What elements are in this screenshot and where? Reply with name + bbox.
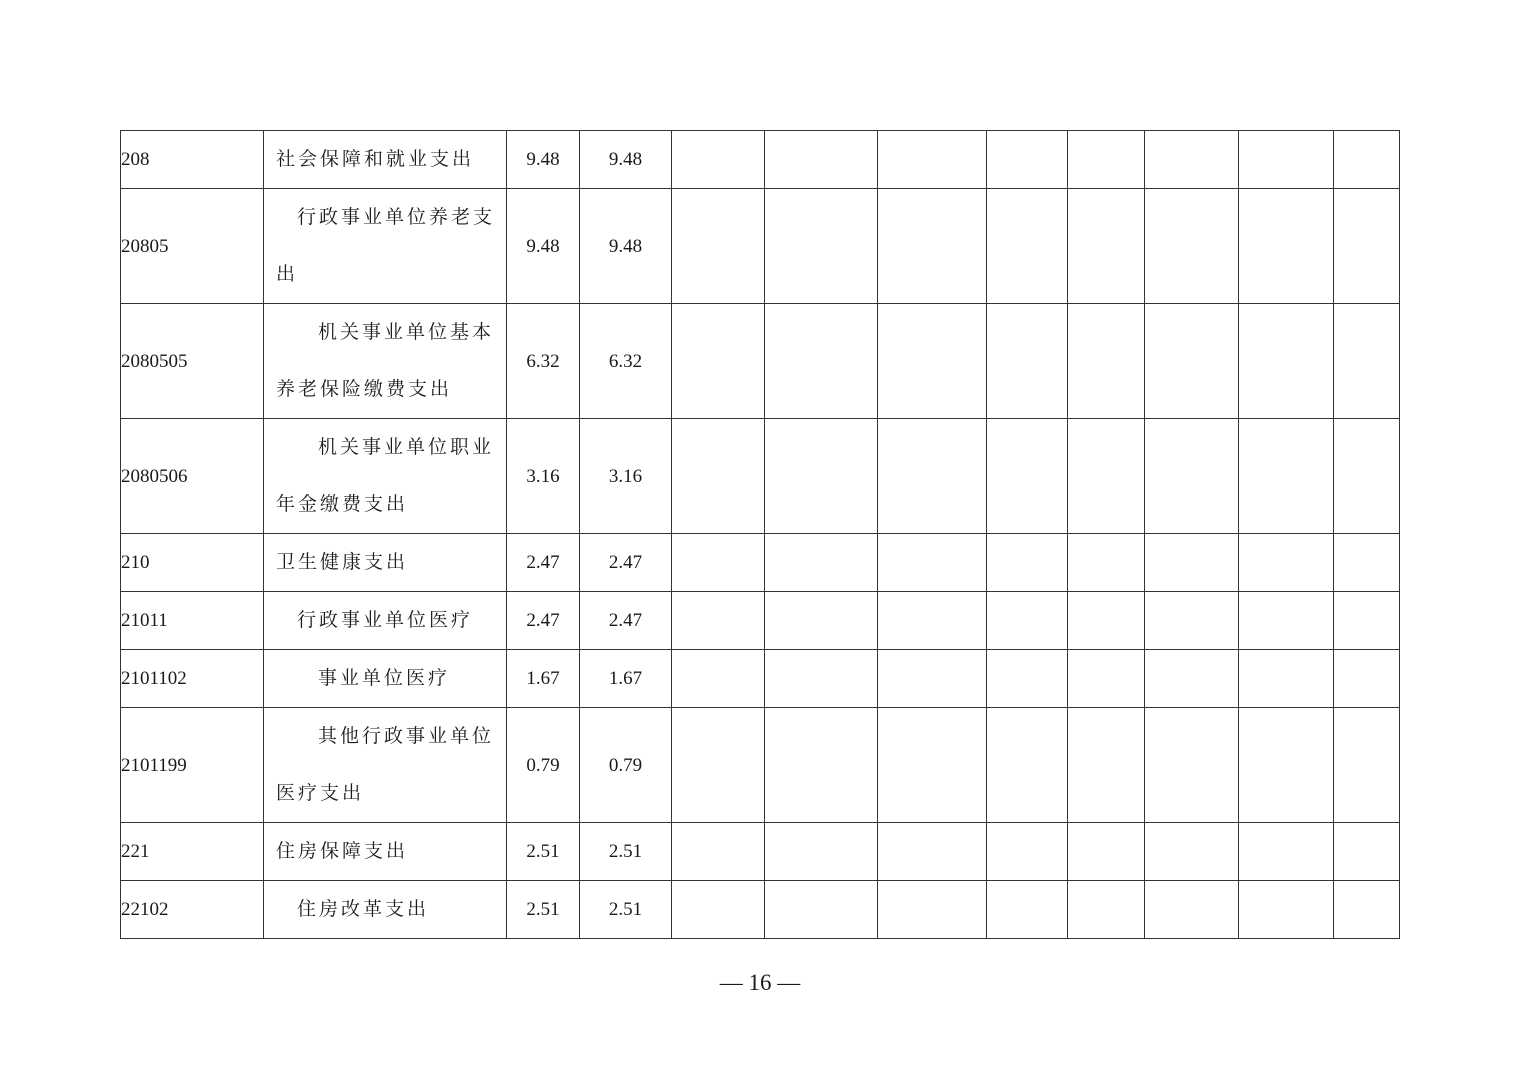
- subject-name-line: 养老保险缴费支出: [276, 379, 453, 400]
- empty-cell: [987, 650, 1068, 708]
- empty-cell: [878, 131, 987, 189]
- amount-cell: 3.16: [507, 419, 580, 534]
- subject-name-line: 住房保障支出: [276, 841, 409, 862]
- empty-cell: [1334, 881, 1400, 939]
- amount-cell: 2.51: [507, 881, 580, 939]
- empty-cell: [1239, 189, 1334, 304]
- amount-cell: 2.47: [580, 592, 672, 650]
- empty-cell: [765, 131, 878, 189]
- empty-cell: [1145, 131, 1239, 189]
- subject-name-cell: [264, 189, 507, 304]
- subject-code-cell: 208: [121, 131, 264, 189]
- empty-cell: [987, 131, 1068, 189]
- empty-cell: [672, 650, 765, 708]
- empty-cell: [1334, 419, 1400, 534]
- empty-cell: [672, 534, 765, 592]
- table-row: [121, 823, 1400, 881]
- amount-cell: 6.32: [507, 304, 580, 419]
- empty-cell: [987, 189, 1068, 304]
- empty-cell: [1145, 534, 1239, 592]
- empty-cell: [1334, 592, 1400, 650]
- subject-name-cell: [264, 592, 507, 650]
- empty-cell: [765, 534, 878, 592]
- empty-cell: [1068, 708, 1145, 823]
- amount-cell: 1.67: [507, 650, 580, 708]
- empty-cell: [672, 304, 765, 419]
- subject-name-line: 社会保障和就业支出: [276, 149, 475, 170]
- empty-cell: [878, 708, 987, 823]
- subject-code-cell: 2101102: [121, 650, 264, 708]
- empty-cell: [1239, 650, 1334, 708]
- table-row: [121, 189, 1400, 304]
- amount-cell: 2.51: [580, 881, 672, 939]
- subject-name-line: 其他行政事业单位: [318, 726, 495, 747]
- empty-cell: [672, 881, 765, 939]
- empty-cell: [878, 419, 987, 534]
- empty-cell: [878, 534, 987, 592]
- subject-code-cell: 221: [121, 823, 264, 881]
- subject-name-cell: [264, 823, 507, 881]
- empty-cell: [1068, 304, 1145, 419]
- empty-cell: [1334, 131, 1400, 189]
- empty-cell: [1334, 304, 1400, 419]
- subject-code-cell: 21011: [121, 592, 264, 650]
- subject-name-cell: [264, 534, 507, 592]
- empty-cell: [1068, 419, 1145, 534]
- empty-cell: [1239, 304, 1334, 419]
- empty-cell: [1068, 534, 1145, 592]
- empty-cell: [1334, 650, 1400, 708]
- empty-cell: [1239, 534, 1334, 592]
- empty-cell: [1239, 419, 1334, 534]
- empty-cell: [1334, 823, 1400, 881]
- empty-cell: [1334, 534, 1400, 592]
- empty-cell: [878, 823, 987, 881]
- empty-cell: [1068, 592, 1145, 650]
- subject-code-cell: 22102: [121, 881, 264, 939]
- table-row: [121, 131, 1400, 189]
- empty-cell: [672, 189, 765, 304]
- empty-cell: [878, 592, 987, 650]
- empty-cell: [878, 650, 987, 708]
- empty-cell: [672, 708, 765, 823]
- amount-cell: 9.48: [580, 189, 672, 304]
- empty-cell: [765, 304, 878, 419]
- table-row: [121, 650, 1400, 708]
- subject-name-line: 年金缴费支出: [276, 494, 409, 515]
- empty-cell: [765, 419, 878, 534]
- empty-cell: [672, 592, 765, 650]
- empty-cell: [1068, 650, 1145, 708]
- amount-cell: 9.48: [507, 189, 580, 304]
- subject-name-cell: [264, 131, 507, 189]
- empty-cell: [878, 304, 987, 419]
- empty-cell: [987, 823, 1068, 881]
- empty-cell: [1145, 881, 1239, 939]
- empty-cell: [765, 823, 878, 881]
- subject-name-line: 医疗支出: [276, 783, 365, 804]
- subject-name-line: 机关事业单位职业: [318, 437, 495, 458]
- empty-cell: [987, 304, 1068, 419]
- empty-cell: [987, 592, 1068, 650]
- amount-cell: 2.47: [507, 592, 580, 650]
- subject-name-cell: [264, 708, 507, 823]
- empty-cell: [765, 708, 878, 823]
- subject-code-cell: 2080505: [121, 304, 264, 419]
- empty-cell: [1145, 592, 1239, 650]
- empty-cell: [1239, 823, 1334, 881]
- empty-cell: [878, 881, 987, 939]
- empty-cell: [1145, 304, 1239, 419]
- empty-cell: [1068, 823, 1145, 881]
- amount-cell: 2.47: [580, 534, 672, 592]
- empty-cell: [672, 131, 765, 189]
- empty-cell: [987, 534, 1068, 592]
- empty-cell: [1068, 131, 1145, 189]
- table-row: [121, 881, 1400, 939]
- subject-code-cell: 2080506: [121, 419, 264, 534]
- subject-name-line: 卫生健康支出: [276, 552, 409, 573]
- empty-cell: [1068, 881, 1145, 939]
- table-body: [121, 131, 1400, 939]
- empty-cell: [1145, 650, 1239, 708]
- empty-cell: [1145, 708, 1239, 823]
- subject-name-line: 行政事业单位医疗: [297, 610, 474, 631]
- empty-cell: [1145, 823, 1239, 881]
- table-row: [121, 708, 1400, 823]
- empty-cell: [1334, 189, 1400, 304]
- subject-name-line: 行政事业单位养老支: [297, 207, 496, 228]
- empty-cell: [1239, 708, 1334, 823]
- subject-code-cell: 2101199: [121, 708, 264, 823]
- subject-name-line: 出: [276, 264, 299, 285]
- empty-cell: [878, 189, 987, 304]
- amount-cell: 6.32: [580, 304, 672, 419]
- subject-name-cell: [264, 650, 507, 708]
- amount-cell: 2.51: [580, 823, 672, 881]
- subject-code-cell: 20805: [121, 189, 264, 304]
- amount-cell: 0.79: [580, 708, 672, 823]
- subject-name-cell: [264, 304, 507, 419]
- empty-cell: [765, 189, 878, 304]
- empty-cell: [1145, 419, 1239, 534]
- page-number: — 16 —: [719, 970, 801, 995]
- table-row: [121, 592, 1400, 650]
- empty-cell: [1239, 881, 1334, 939]
- subject-name-cell: [264, 419, 507, 534]
- subject-name-line: 住房改革支出: [297, 899, 430, 920]
- amount-cell: 3.16: [580, 419, 672, 534]
- amount-cell: 2.47: [507, 534, 580, 592]
- empty-cell: [672, 419, 765, 534]
- amount-cell: 9.48: [507, 131, 580, 189]
- budget-table: [120, 130, 1400, 939]
- empty-cell: [1239, 592, 1334, 650]
- empty-cell: [987, 708, 1068, 823]
- table-row: [121, 419, 1400, 534]
- empty-cell: [987, 419, 1068, 534]
- empty-cell: [987, 881, 1068, 939]
- amount-cell: 0.79: [507, 708, 580, 823]
- subject-name-line: 机关事业单位基本: [318, 322, 495, 343]
- table-row: [121, 534, 1400, 592]
- amount-cell: 9.48: [580, 131, 672, 189]
- amount-cell: 1.67: [580, 650, 672, 708]
- empty-cell: [1239, 131, 1334, 189]
- empty-cell: [672, 823, 765, 881]
- empty-cell: [1068, 189, 1145, 304]
- empty-cell: [765, 881, 878, 939]
- empty-cell: [1145, 189, 1239, 304]
- amount-cell: 2.51: [507, 823, 580, 881]
- empty-cell: [1334, 708, 1400, 823]
- empty-cell: [765, 650, 878, 708]
- empty-cell: [765, 592, 878, 650]
- subject-name-line: 事业单位医疗: [318, 668, 451, 689]
- table-row: [121, 304, 1400, 419]
- subject-name-cell: [264, 881, 507, 939]
- subject-code-cell: 210: [121, 534, 264, 592]
